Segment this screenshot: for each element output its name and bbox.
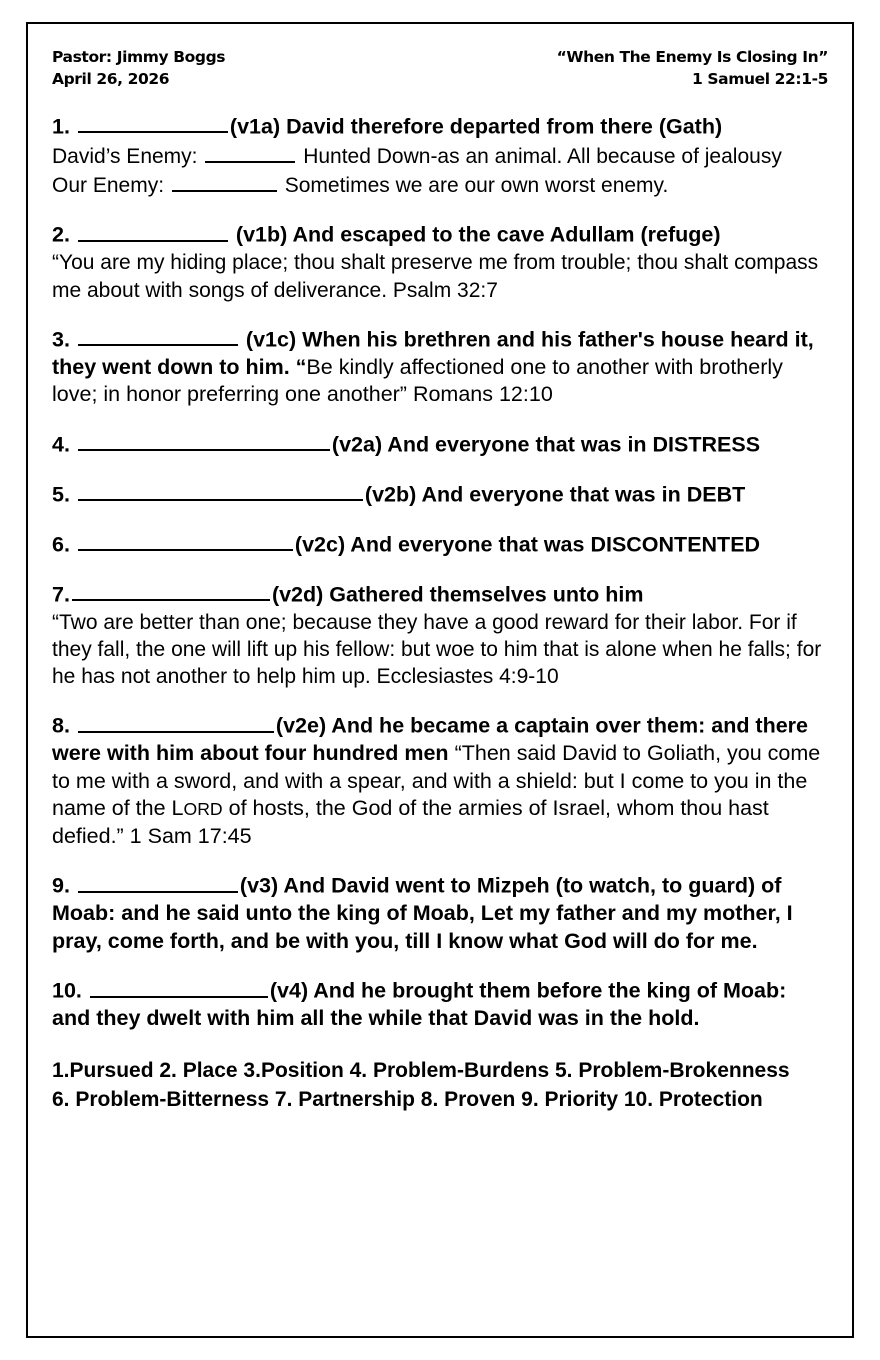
- point-10-blank[interactable]: [90, 975, 268, 997]
- header-left: [52, 46, 225, 91]
- point-3-heading: [52, 324, 828, 409]
- point-8-quote-lord: LORD: [171, 796, 223, 821]
- point-3-reference: (v1c) When his brethren and his father's house heard it, they went down to him. “: [52, 327, 814, 379]
- point-5-blank[interactable]: [78, 479, 363, 501]
- header-right: [557, 46, 828, 91]
- sermon-date: April 26, 2026: [52, 70, 170, 89]
- point-9-reference: (v3) And David went to Mizpeh (to watch, to guard) of Moab: and he said unto the king of Moab, Let my father and my mother, I pray, come forth, and be with you, till I know what God will do for me.: [52, 873, 793, 953]
- point-3-quote: Be kindly affectioned one to another with brotherly love; in honor preferring one another” Romans 12:10: [52, 354, 783, 407]
- point-2: [52, 219, 828, 304]
- point-8-blank[interactable]: [78, 710, 274, 732]
- point-4-heading: [52, 429, 828, 459]
- point-1-sub-b: [52, 170, 828, 199]
- point-10-heading: [52, 975, 828, 1032]
- point-1-sub-a-text: Hunted Down-as an animal. All because of jealousy: [303, 144, 782, 168]
- point-1-heading: [52, 111, 828, 141]
- point-2-number: 2.: [52, 222, 70, 247]
- point-1-sub-a-blank[interactable]: [205, 141, 295, 163]
- point-1: [52, 111, 828, 199]
- point-5-heading: [52, 479, 828, 509]
- point-1-sub-b-text: Sometimes we are our own worst enemy.: [284, 174, 669, 198]
- point-1-number: 1.: [52, 114, 70, 139]
- point-8-reference: (v2e) And he became a captain over them: and there were with him about four hundred men: [52, 713, 809, 766]
- point-2-reference: (v1b) And escaped to the cave Adullam (refuge): [235, 222, 721, 247]
- point-7-blank[interactable]: [72, 579, 270, 601]
- point-10-number: 10.: [52, 978, 82, 1003]
- point-1-sub-b-blank[interactable]: [172, 170, 277, 192]
- point-9-blank[interactable]: [78, 870, 238, 892]
- point-6-number: 6.: [52, 532, 70, 557]
- summary-line-1: 1.Pursued 2. Place 3.Position 4. Problem-Burdens 5. Problem-Brokenness: [52, 1058, 790, 1082]
- point-9-heading: [52, 870, 828, 955]
- point-1-sub-a-label: David’s Enemy:: [52, 144, 198, 168]
- point-5-reference: (v2b) And everyone that was in DEBT: [364, 482, 746, 507]
- sermon-notes-sheet: [26, 22, 854, 1338]
- document-header: [52, 46, 828, 91]
- point-6-blank[interactable]: [78, 529, 293, 551]
- point-7: [52, 579, 828, 691]
- point-1-sub-a: [52, 141, 828, 170]
- point-2-blank[interactable]: [78, 219, 228, 241]
- point-4-reference: (v2a) And everyone that was in DISTRESS: [331, 432, 761, 457]
- point-8-heading: [52, 710, 828, 850]
- point-6-reference: (v2c) And everyone that was DISCONTENTED: [294, 532, 761, 557]
- point-1-blank[interactable]: [78, 111, 228, 133]
- sermon-title: “When The Enemy Is Closing In”: [556, 48, 828, 66]
- point-5: [52, 479, 828, 509]
- point-9: [52, 870, 828, 955]
- point-4-number: 4.: [52, 432, 70, 457]
- pastor-name: Pastor: Jimmy Boggs: [52, 48, 226, 66]
- point-2-quote: “You are my hiding place; thou shalt preserve me from trouble; thou shalt compass me about with songs of deliverance. Psalm 32:7: [52, 251, 819, 302]
- point-2-heading: [52, 219, 828, 249]
- point-1-reference: (v1a) David therefore departed from there (Gath): [229, 114, 723, 139]
- point-1-sub-b-label: Our Enemy:: [52, 174, 165, 198]
- point-8: [52, 710, 828, 850]
- point-4-blank[interactable]: [78, 429, 330, 451]
- scripture-reference: 1 Samuel 22:1-5: [692, 70, 828, 89]
- point-6-heading: [52, 529, 828, 559]
- point-10: [52, 975, 828, 1032]
- point-8-number: 8.: [52, 713, 70, 738]
- point-8-quote-open: “Then said David to Goliath, you come to me with a sword, and with a spear, and with a shield: but I come to you in the name of the: [52, 741, 821, 821]
- point-3-number: 3.: [52, 327, 70, 352]
- summary-line-2: 6. Problem-Bitterness 7. Partnership 8. Proven 9. Priority 10. Protection: [52, 1087, 763, 1111]
- point-8-quote-rest: of hosts, the God of the armies of Israel, whom thou hast defied.” 1 Sam 17:45: [52, 796, 769, 848]
- point-7-reference: (v2d) Gathered themselves unto him: [271, 582, 644, 607]
- point-8-quote-lord-smallcaps: ORD: [183, 799, 223, 820]
- point-9-number: 9.: [52, 873, 70, 898]
- point-7-heading: [52, 579, 828, 609]
- point-6: [52, 529, 828, 559]
- outline-summary: [52, 1057, 828, 1115]
- point-10-reference: (v4) And he brought them before the king of Moab: and they dwelt with him all the while that David was in the hold.: [52, 978, 787, 1031]
- point-4: [52, 429, 828, 459]
- point-3: [52, 324, 828, 409]
- point-3-blank[interactable]: [78, 324, 238, 346]
- point-5-number: 5.: [52, 482, 70, 507]
- point-7-quote: “Two are better than one; because they have a good reward for their labor. For if they fall, the one will lift up his fellow: but woe to him that is alone when he falls; for he has not another to help him up. Ecclesiastes 4:9-10: [52, 610, 822, 689]
- point-7-number: 7.: [52, 582, 70, 607]
